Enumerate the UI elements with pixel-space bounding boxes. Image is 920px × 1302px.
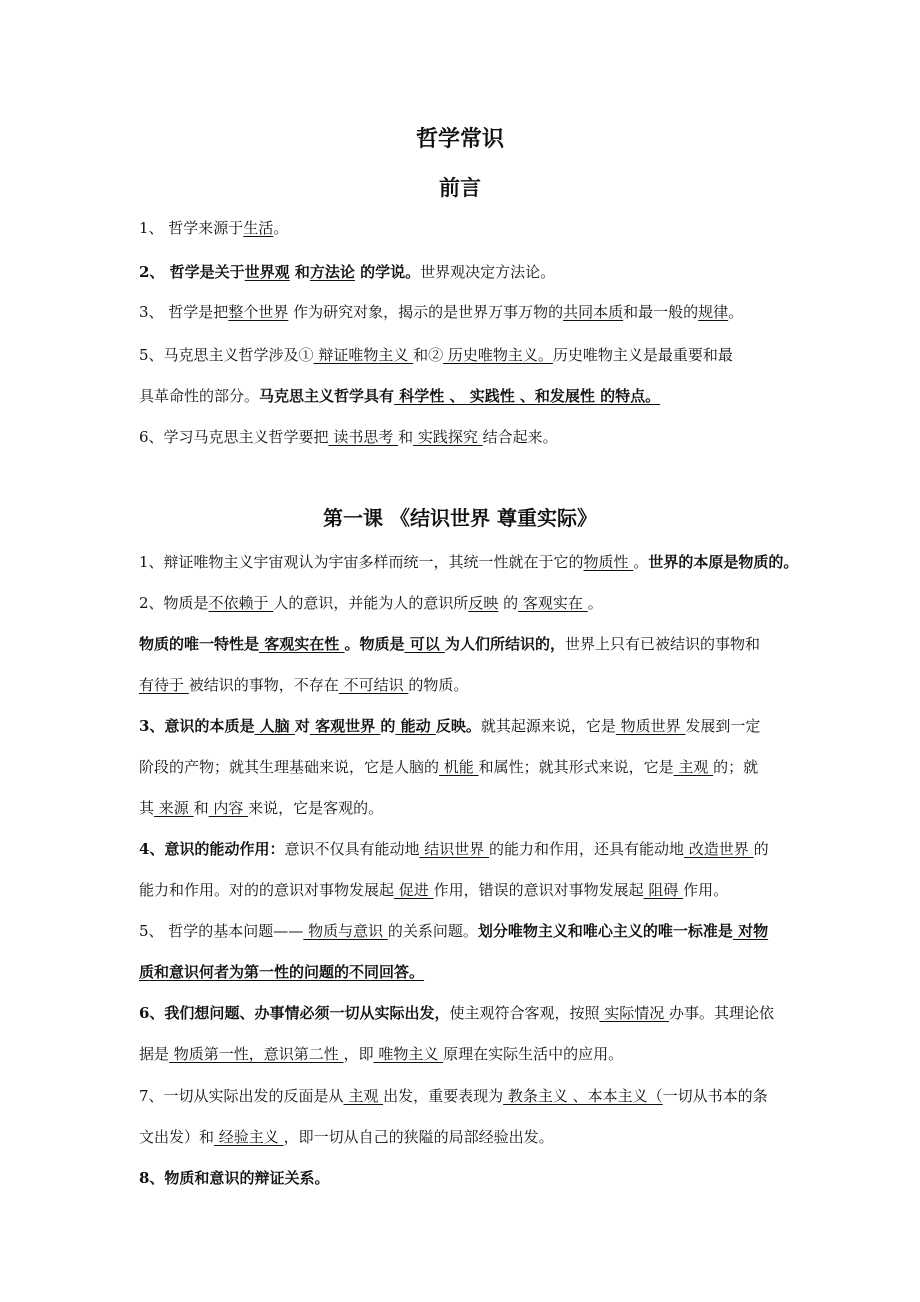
text-segment: 1、辩证唯物主义宇宙观认为宇宙多样而统一，其统一性就在于它的 [139, 553, 584, 571]
blank-answer: 读书思考 [328, 428, 399, 446]
text-segment: 的学说。 [354, 263, 421, 281]
text-segment: 反映。 [435, 717, 481, 735]
text-segment: 的；就 [713, 758, 759, 776]
text-segment: 就其起源来说，它是 [480, 717, 616, 735]
blank-answer: 有待于 [139, 676, 189, 694]
blank-answer: 阻碍 [643, 881, 684, 899]
text-segment: 其 [139, 799, 155, 817]
text-segment: 为人们所结识的， [444, 635, 565, 653]
blank-answer: 主观 [343, 1087, 384, 1105]
blank-answer: 来源 [154, 799, 194, 817]
text-segment: 发展到一定 [685, 717, 761, 735]
blank-answer: 机能 [439, 758, 479, 776]
blank-answer: 整个世界 [228, 303, 289, 321]
text-segment: 具革命性的部分。 [139, 387, 260, 405]
text-segment: 7、一切从实际出发的反面是从 [139, 1087, 344, 1105]
paragraph-line [139, 1127, 554, 1147]
text-segment: 出发，重要表现为 [383, 1087, 504, 1105]
blank-answer: 不依赖于 [208, 594, 274, 612]
text-segment: 5、马克思主义哲学涉及① [139, 346, 314, 364]
section-heading-lesson-1: 第一课 《结识世界 尊重实际》 [323, 506, 597, 530]
paragraph-line [139, 1044, 623, 1064]
blank-answer: 物质世界 [615, 717, 686, 735]
blank-answer: 生活 [243, 219, 274, 237]
blank-answer: 方法论 [309, 263, 355, 281]
text-segment: 和属性；就其形式来说，它是 [478, 758, 674, 776]
text-segment: 据是 [139, 1045, 170, 1063]
blank-answer: 物质第一性，意识第二性 [169, 1045, 344, 1063]
blank-answer: 规律 [698, 303, 729, 321]
blank-answer: 物质性 [583, 553, 634, 571]
blank-answer: 质和意识何者为第一性的问题的不同回答。 [139, 963, 425, 981]
blank-answer: 历史唯物主义。 [443, 346, 553, 364]
blank-answer: 主观 [673, 758, 714, 776]
blank-answer: 实践探究 [413, 428, 483, 446]
text-segment: 。 [587, 594, 603, 612]
text-segment: 2、 哲学是关于 [139, 263, 245, 281]
text-segment: 的 [753, 840, 769, 858]
text-segment: 2、物质是 [139, 594, 209, 612]
paragraph-line [139, 593, 603, 613]
text-segment: 。 [273, 219, 289, 237]
text-segment: 的物质。 [408, 676, 469, 694]
text-segment: 原理在实际生活中的应用。 [443, 1045, 624, 1063]
blank-answer: 物质与意识 [303, 922, 388, 940]
text-segment: 作用。 [683, 881, 729, 899]
text-segment: 意识不仅具有能动地 [284, 840, 420, 858]
text-segment: 5、 哲学的基本问题—— [139, 922, 304, 940]
text-segment: 使主观符合客观，按照 [449, 1004, 600, 1022]
blank-answer: 内容 [208, 799, 249, 817]
blank-answer: 不可结识 [338, 676, 409, 694]
text-segment: 和最一般的 [623, 303, 699, 321]
paragraph-line [139, 921, 768, 941]
paragraph-line [139, 262, 555, 282]
paragraph-line [139, 798, 383, 818]
text-segment: 世界上只有已被结识的事物和 [564, 635, 760, 653]
blank-answer: 客观世界 [309, 717, 381, 735]
text-segment: 。 [633, 553, 649, 571]
text-segment: 物质的唯一特性是 [139, 635, 260, 653]
text-segment: 作为研究对象，揭示的是世界万事万物的 [288, 303, 564, 321]
text-segment: 世界的本原是物质的。 [648, 553, 799, 571]
paragraph-line [139, 675, 468, 695]
text-segment: 的能力和作用，还具有能动地 [489, 840, 685, 858]
text-segment: 3、 哲学是把 [139, 303, 229, 321]
text-segment: 和 [398, 428, 414, 446]
paragraph-line [139, 634, 760, 654]
text-segment: 对 [294, 717, 310, 735]
paragraph-line [139, 552, 798, 572]
blank-answer: 反映 [468, 594, 499, 612]
blank-answer: 改造世界 [684, 840, 754, 858]
text-segment: 世界观决定方法论。 [420, 263, 556, 281]
blank-answer: 辩证唯物主义 [313, 346, 414, 364]
blank-answer: 经验主义 [214, 1128, 284, 1146]
text-segment: 。物质是 [344, 635, 405, 653]
text-segment: 8、物质和意识的辩证关系。 [139, 1169, 330, 1187]
text-segment: 6、学习马克思主义哲学要把 [139, 428, 329, 446]
blank-answer: 人脑 [254, 717, 295, 735]
paragraph-line [139, 386, 660, 406]
paragraph-line [139, 302, 743, 322]
paragraph-line [139, 345, 733, 365]
document-title: 哲学常识 [415, 126, 504, 152]
paragraph-line [139, 1003, 774, 1023]
text-segment: 的关系问题。 [387, 922, 478, 940]
text-segment: ，即一切从自己的狭隘的局部经验出发。 [283, 1128, 554, 1146]
paragraph-line [139, 427, 558, 447]
text-segment: 历史唯物主义是最重要和最 [552, 346, 733, 364]
blank-answer: 实际情况 [599, 1004, 670, 1022]
text-segment: 一切从书本的条 [662, 1087, 768, 1105]
text-segment: 阶段的产物；就其生理基础来说，它是人脑的 [139, 758, 440, 776]
text-segment: ，即 [343, 1045, 374, 1063]
paragraph-line [139, 757, 758, 777]
blank-answer: 唯物主义 [373, 1045, 444, 1063]
blank-answer: 世界观 [244, 263, 290, 281]
blank-answer: 教条主义 、本本主义（ [503, 1087, 663, 1105]
paragraph-line [139, 716, 760, 736]
blank-answer: 对物 [732, 922, 769, 940]
text-segment: 的 [498, 594, 519, 612]
blank-answer: 可以 [404, 635, 445, 653]
text-segment: 来说，它是客观的。 [248, 799, 384, 817]
blank-answer: 客观实在性 [259, 635, 345, 653]
text-segment: 马克思主义哲学具有 [259, 387, 395, 405]
text-segment: 3、意识的本质是 [139, 717, 255, 735]
text-segment: 人的意识，并能为人的意识所 [273, 594, 469, 612]
text-segment: 6、我们想问题、办事情必须一切从实际出发， [139, 1004, 450, 1022]
blank-answer: 共同本质 [563, 303, 624, 321]
paragraph-line [139, 880, 728, 900]
text-segment: 和 [289, 263, 310, 281]
paragraph-line [139, 218, 288, 238]
paragraph-line [139, 839, 769, 859]
text-segment: 作用，错误的意识对事物发展起 [433, 881, 644, 899]
text-segment: 文出发）和 [139, 1128, 215, 1146]
text-segment: 和② [413, 346, 444, 364]
text-segment: 被结识的事物，不存在 [188, 676, 339, 694]
blank-answer: 科学性 、 实践性 、和发展性 的特点。 [394, 387, 661, 405]
text-segment: 4、意识的能动作用： [139, 840, 285, 858]
paragraph-line [139, 1086, 768, 1106]
blank-answer: 促进 [394, 881, 434, 899]
paragraph-line [139, 962, 424, 982]
text-segment: 的 [380, 717, 396, 735]
blank-answer: 能动 [395, 717, 436, 735]
text-segment: 。 [728, 303, 744, 321]
section-heading-preface: 前言 [439, 175, 481, 200]
text-segment: 结合起来。 [482, 428, 558, 446]
text-segment: 办事。其理论依 [669, 1004, 775, 1022]
text-segment: 能力和作用。对的的意识对事物发展起 [139, 881, 395, 899]
text-segment: 和 [193, 799, 209, 817]
paragraph-line [139, 1168, 329, 1188]
blank-answer: 客观实在 [518, 594, 588, 612]
text-segment: 1、 哲学来源于 [139, 219, 244, 237]
blank-answer: 结识世界 [419, 840, 490, 858]
text-segment: 划分唯物主义和唯心主义的唯一标准是 [477, 922, 733, 940]
